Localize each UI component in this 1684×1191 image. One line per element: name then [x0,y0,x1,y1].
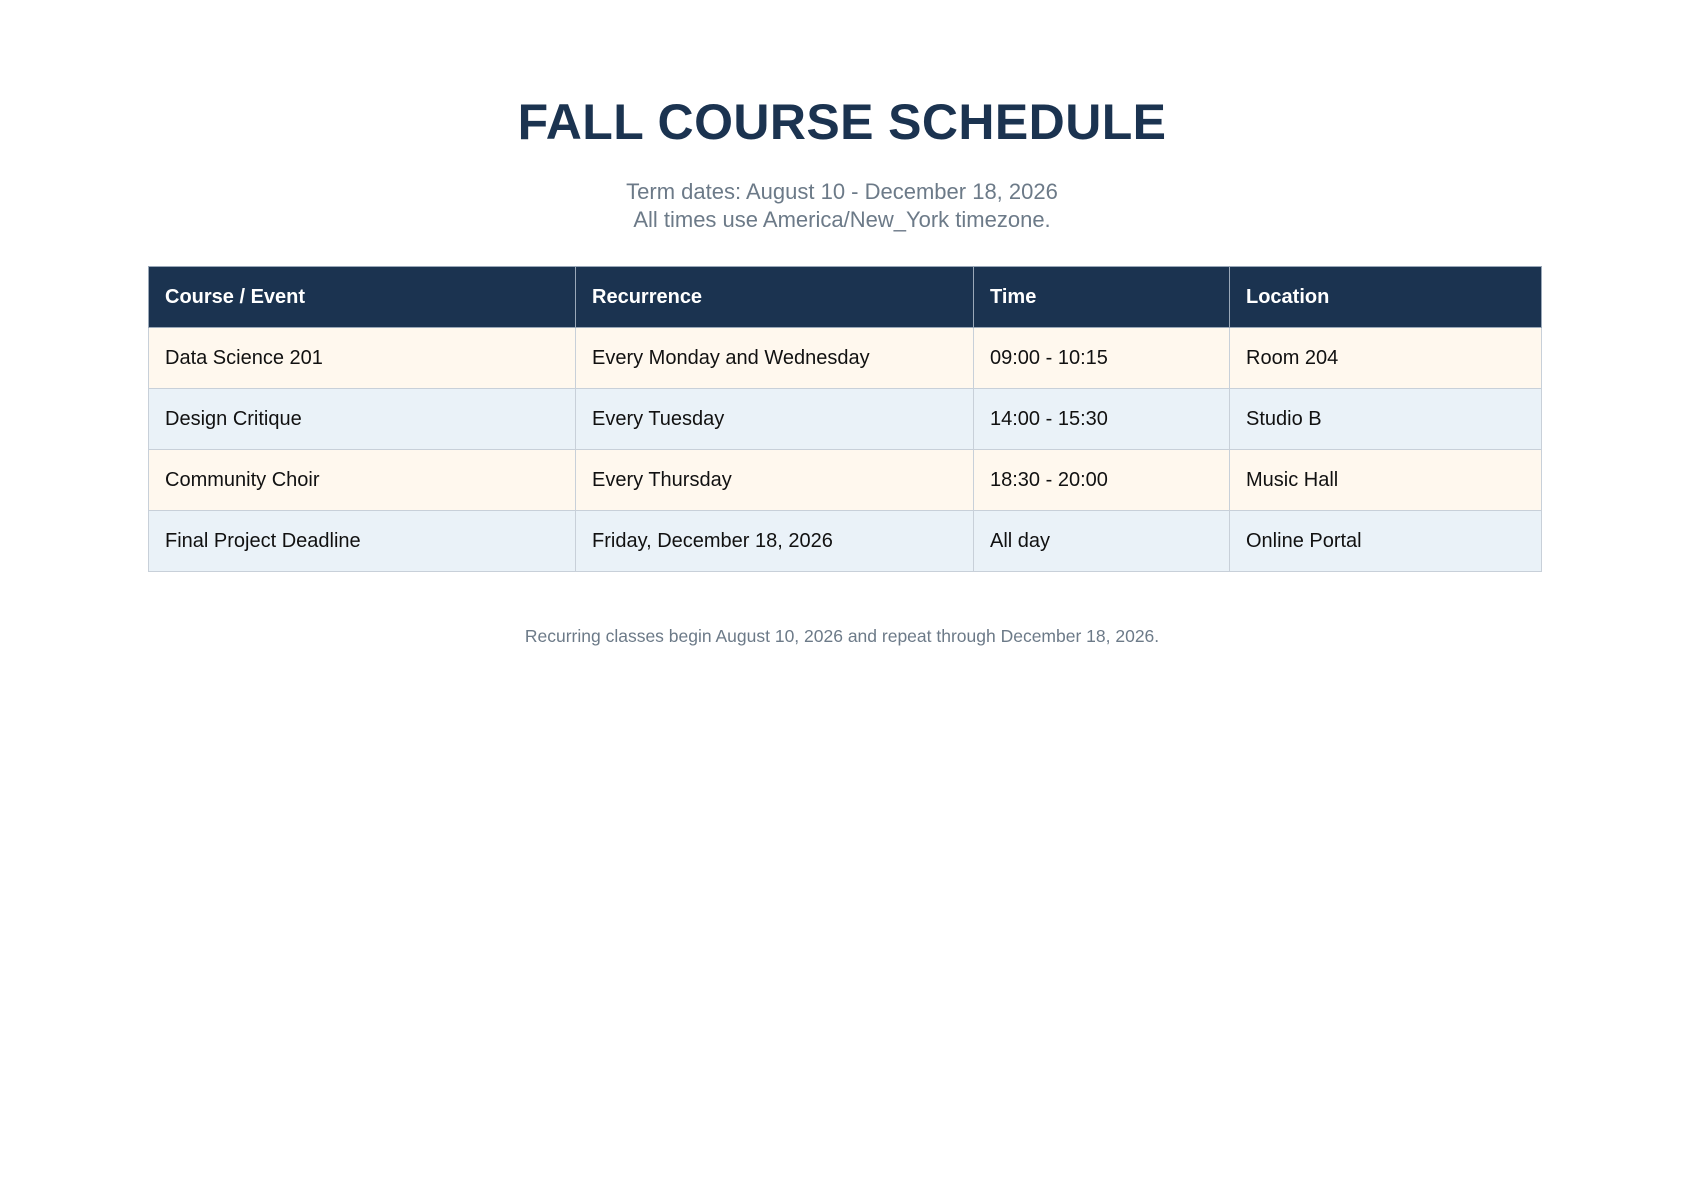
term-dates-text: Term dates: August 10 - December 18, 2026 [626,179,1058,204]
time-cell: All day [974,511,1230,572]
location-cell: Music Hall [1230,450,1542,511]
table-header [149,267,1542,328]
recurrence-cell: Every Tuesday [576,389,974,450]
course-event-cell: Design Critique [149,389,576,450]
time-cell: 14:00 - 15:30 [974,389,1230,450]
course-event-cell: Community Choir [149,450,576,511]
header-course-event: Course / Event [149,267,576,328]
page-title: FALL COURSE SCHEDULE [517,94,1167,150]
header-location: Location [1230,267,1542,328]
location-cell: Room 204 [1230,328,1542,389]
table-body [149,328,1542,572]
header-recurrence: Recurrence [576,267,974,328]
footnote: Recurring classes begin August 10, 2026 and repeat through December 18, 2026. [524,626,1160,646]
recurrence-cell: Friday, December 18, 2026 [576,511,974,572]
time-cell: 09:00 - 10:15 [974,328,1230,389]
schedule-table [148,266,1542,572]
timezone-note-text: All times use America/New_York timezone. [633,207,1051,232]
table-row [149,328,1542,389]
location-cell: Studio B [1230,389,1542,450]
location-cell: Online Portal [1230,511,1542,572]
table-row [149,450,1542,511]
course-event-cell: Final Project Deadline [149,511,576,572]
header-time: Time [974,267,1230,328]
table-row [149,511,1542,572]
subtitle-block [0,178,1684,234]
recurrence-cell: Every Monday and Wednesday [576,328,974,389]
recurrence-cell: Every Thursday [576,450,974,511]
course-event-cell: Data Science 201 [149,328,576,389]
time-cell: 18:30 - 20:00 [974,450,1230,511]
table-row [149,389,1542,450]
header-row [149,267,1542,328]
